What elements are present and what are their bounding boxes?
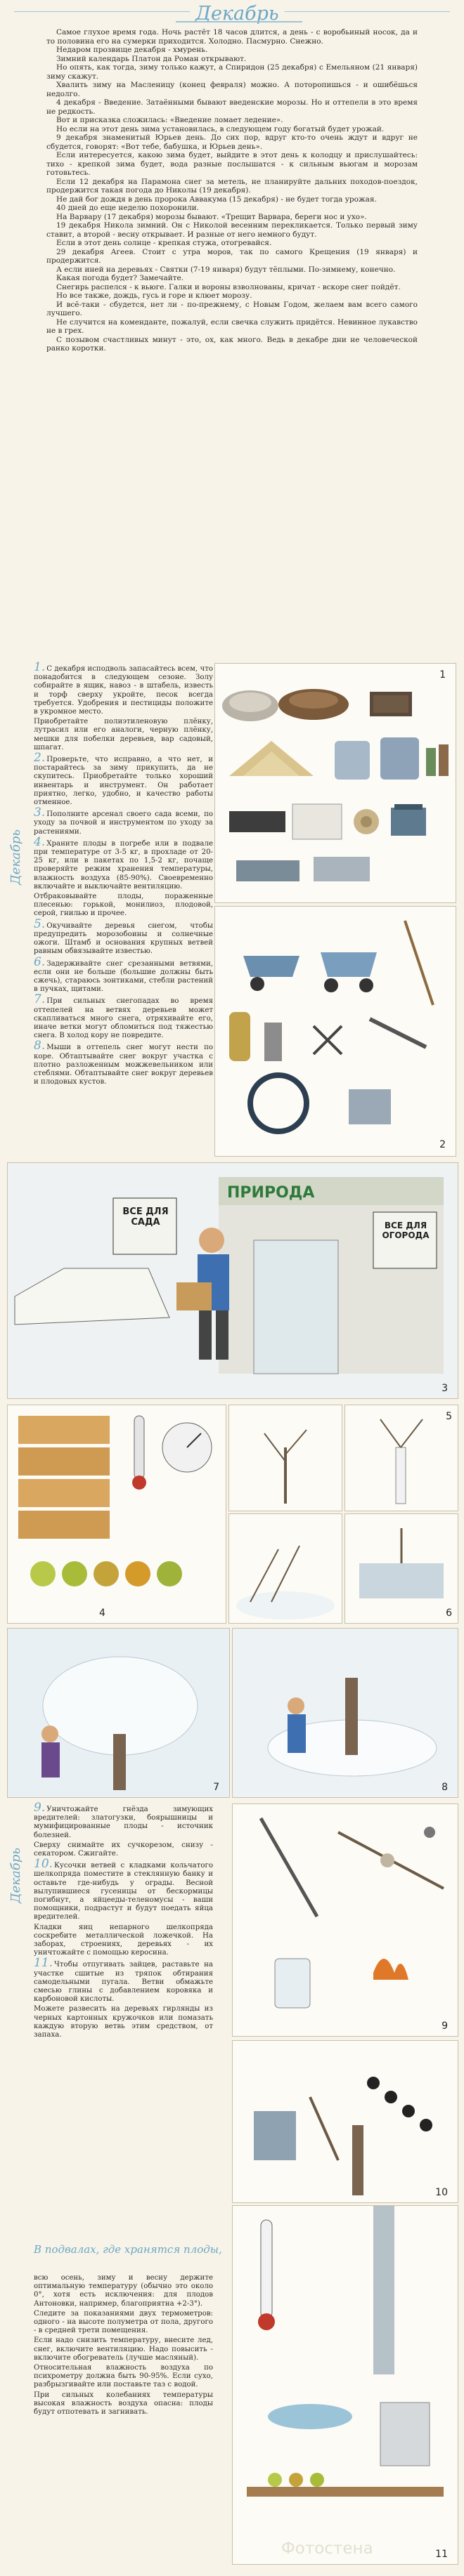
panel-number: 1 [439,669,446,681]
poem-line: 4 декабря - Введение. Затаёнными бывают введенские морозы. Но и оттепели в это время не редкость. [46,98,418,116]
sign-left-text: ВСЕ ДЛЯ САДА [122,1207,169,1228]
item-text: Уничтожайте гнёзда зимующих вредителей: златогузки, боярышницы и мумифицированные плоды - источник болезней. [34,1806,213,1839]
poem-line: Какая погода будет? Замечайте. [56,274,184,282]
advice-paragraph [34,992,213,1040]
advice-paragraph [34,660,213,716]
advice-paragraph [34,2310,213,2336]
item-text: Следите за показаниями двух термометров: одного - на высоте полуметра от пола, другого - в средней трети помещения. [34,2309,213,2335]
advice-paragraph [34,808,213,836]
shield-fence-icon [359,1563,444,1598]
cart-icon [321,952,377,992]
poem-line: Не дай бог дождя в день пророка Аввакума (15 декабря) - не будет тогда урожая. [56,195,377,204]
sand-pile-icon [229,741,314,776]
tree-wrap-illustration [229,1405,342,1511]
item-text: Храните плоды в погребе или в подвале при температуре от 3-5 кг, в прохладе от 20-25 кг, или в пакетах по 1,5-2 кг, почаще проверяйте режим хранения температуры, влажность воздуха (85-90%). Своевременно включайте и выключайте вентиляцию. [34,839,213,891]
side-label-december: Декабрь [8,829,23,885]
brush-icon [310,2097,338,2160]
poem-line: Хвалить зиму на Масленицу (конец февраля) можно. А поторопишься - и ошибёшься недолго. [46,81,418,98]
advice-paragraph [34,1841,213,1858]
poem-line: Зимний календарь Платон да Роман открывают. [56,54,247,63]
poem-line: Если интересуется, какою зима будет, выйдите в этот день к колодцу и прислушайтесь: тихо - крепкой зима будет, вода разные послышатся - к сильным вьюгам и морозам готовьтесь. [46,151,418,177]
poem-line: И всё-таки - сбудется, нет ли - по-прежнему, с Новым Годом, желаем вам всего самого лучшего. [46,300,418,317]
item-text: Сверху снимайте их сучкорезом, снизу - секатором. Сжигайте. [34,1841,213,1858]
item-number: 7. [34,992,46,1007]
moth-icon [424,1827,435,1838]
trunk-icon [345,1678,358,1755]
scissors-icon [314,1026,342,1054]
panel-number: 7 [213,1782,219,1793]
film-rolls-icon [229,804,342,839]
hygrometer-icon [162,1423,212,1472]
item-text: При сильных снегопадах во время оттепелей на ветвях деревьев может скапливаться много снега, отряхивайте его, иначе ветки могут обломиться под тяжестью снега. В холод кору не повредите. [34,997,213,1040]
item-text: С декабря исподволь запасайтесь всем, что понадобится в следующем сезоне. Золу собирайте в ящик, навоз - в штабель, известь и торф сверху укройте, песок всегда требуется. Удобрения и пестициды положите в укромное место. [34,665,213,716]
poem-line: Но опять, как тогда, зиму только кажут, а Спиридон (25 декабря) с Емельяном (21 января) зиму скажут. [46,63,418,81]
illustration-panel-tree-whitewash [344,1405,458,1511]
advice-paragraph [34,1956,213,2004]
snow-mound-icon [236,1591,335,1619]
item-text: Окучивайте деревья снегом, чтобы предупредить морозобоины и солнечные ожоги. Штамб и основания крупных ветвей равным обвязывайте известью. [34,921,213,956]
fertilizer-bag-icon [335,737,419,780]
thermometer-icon [132,1416,146,1490]
item-text: Относительная влажность воздуха по психрометру должна быть 90-95%. Если сухо, разбрызгивайте или поставьте таз с водой. [34,2364,213,2389]
person-shaking-branch [41,1726,60,1777]
jar-icon [275,1959,310,2008]
item-number: 11. [34,1956,53,1971]
panel-number: 6 [446,1608,452,1619]
twine-icon [354,809,379,834]
snow-shield-illustration [345,1514,458,1623]
side-label-pests: Декабрь [8,1847,23,1903]
shop-sign: ПРИРОДА [227,1184,315,1202]
item-text: При сильных колебаниях температуры высокая влажность воздуха опасна: плоды будут отпотевать и загнивать. [34,2391,213,2417]
tools-icon [236,857,370,881]
poem-line: Но все также, дождь, гусь и горе и клюет морозу. [56,291,252,300]
shelf-apples-icon [247,2473,444,2497]
cellar-thermometer-icon [258,2220,275,2330]
snowy-tree-illustration [8,1629,229,1797]
item-number: 1. [34,660,46,674]
item-number: 8. [34,1039,46,1053]
advice-paragraph [34,1803,213,1840]
bare-tree-icon [264,1430,307,1504]
bucket-icon [254,2111,296,2160]
garden-var-icon [391,804,426,836]
advice-paragraph [34,1041,213,1086]
materials-illustration [215,664,456,902]
illustration-panel-tree-wrap [228,1405,342,1511]
header [0,0,464,27]
advice-paragraph [34,916,213,957]
illustration-panel-storage [7,1405,226,1624]
tools-illustration [215,907,456,1156]
illustration-panel-pests [232,1803,458,2037]
rake-icon [405,921,433,1005]
panel-number: 9 [442,2020,448,2032]
pests-illustration [233,1804,458,2036]
panel-number: 3 [442,1383,448,1394]
item-text: Кладки яиц непарного шелкопряда соскребите металлической ложечкой. На заборах, строениях, деревьях - их уничтожайте с помощью керосина. [34,1923,213,1957]
advice-paragraph [34,1924,213,1958]
panel-number: 10 [435,2187,448,2198]
december-text-column [34,660,213,1088]
cellar-text-column [34,2274,213,2418]
poem-line: На Варвару (17 декабря) морозы бывают. «Трещит Варвара, береги нос и ухо». [56,212,367,221]
item-number: 3. [34,806,46,820]
advice-paragraph [34,751,213,807]
panel-number: 8 [442,1782,448,1793]
crate [176,1282,212,1310]
apples-icon [30,1561,182,1586]
pests-text-column [34,1803,213,2041]
advice-paragraph [34,893,213,919]
wheelbarrow-icon [243,956,299,991]
whitewash-illustration [345,1405,458,1511]
watermark: Фотостена [281,2539,373,2558]
heater-icon [380,2403,430,2466]
illustration-panel-hare-protection [232,2040,458,2203]
advice-paragraph [34,718,213,752]
advice-paragraph [34,2364,213,2390]
header-underline [176,21,302,22]
item-number: 10. [34,1857,53,1872]
poem-line: Но если на этот день зима установилась, в следующем году богатый будет урожай. [56,124,385,133]
poem-line: Если в этот день солнце - крепкая стужа, отогревайся. [56,239,272,247]
watering-can-icon [349,1089,391,1124]
poem-line: 19 декабря Никола зимний. Он с Николой весенним перекликается. Только первый зиму ставит, а второй - весну открывает. И разные от него немного будут. [46,221,418,239]
item-text: Проверьте, что исправно, а что нет, и постарайтесь за зиму прикупить, да не скупитесь. Приобретайте только хороший инвентарь и инструмент. Он работает приятно, легко, удобно, и качество работы отменное. [34,756,213,807]
item-text: Задерживайте снег срезанными ветвями, если они не больше (большие должны быть сжечь), стараюсь зонтиками, стебли растений в пучках, щитами. [34,959,213,994]
poem-line: 9 декабря знаменитый Юрьев день. До сих пор, вдруг кто-то очень ждут и вдруг не сбудется, говорят: «Вот тебе, бабушка, и Юрьев день». [46,133,418,151]
cardboard-garland-icon [367,2077,432,2131]
poem-line: Снегирь распелся - к вьюге. Галки и вороны взволнованы, кричат - вскоре снег пойдёт. [56,282,401,291]
sign-right-text: ВСЕ ДЛЯ ОГОРОДА [382,1221,430,1240]
trampling-illustration [233,1629,458,1797]
item-text: Можете развесить на деревьях гирлянды из черных картонных кружочков или помазать каждую вторую ветвь этим средством, от запаха. [34,2005,213,2039]
item-text: Если надо снизить температуру, внесите лед, снег, включите вентиляцию. Надо повысить - включите обогреватель (лучше масляный). [34,2337,213,2362]
advice-paragraph [34,2005,213,2039]
poem-line: 40 дней до еще неделю похоронили. [56,204,200,212]
item-number: 2. [34,751,46,765]
advice-paragraph [34,2391,213,2417]
person-trampling [288,1697,306,1753]
panel-number: 5 [446,1411,452,1422]
panel-number: 4 [99,1608,105,1619]
item-text: Пополните арсенал своего сада всеми, по уходу за почвой и инструментом по уходу за растениями. [34,810,213,836]
storage-illustration [8,1405,226,1623]
illustration-panel-materials [214,663,456,903]
advice-paragraph [34,2274,213,2308]
hose-icon [250,1075,307,1131]
poem-line: Недаром прозвище декабря - хмурень. [56,46,208,54]
illustration-panel-snow-branches [228,1513,342,1624]
page-title: Декабрь [190,3,285,25]
item-text: всю осень, зиму и весну держите оптимальную температуру (обычно это около 0°, хотя есть исключения: для плодов Антоновки, например, благоприятна +2-3°). [34,2274,213,2308]
pruner-icon [261,1818,317,1917]
poem-line: А если иней на деревьях - Святки (7-19 января) будут тёплыми. По-зимнему, конечно. [56,265,396,274]
manure-pile-icon [278,689,349,720]
pesticide-bottles-icon [426,744,449,776]
intro-text [46,28,418,353]
item-text: Чтобы отпугивать зайцев, раставьте на участке сшитые из тряпок обтирания самодельными пугала. Ветви обмажьте смесью глины с добавлением коровяка и карбоновой кислоты. [34,1961,213,2004]
illustration-panel-tools [214,906,456,1157]
poem-line: Вот и присказка сложилась: «Введение ломает ледение». [56,116,283,124]
sprayer-icon [229,1012,282,1061]
cellar-illustration [233,2206,458,2564]
ash-pile-icon [222,690,278,721]
illustration-panel-trampling [232,1628,458,1798]
illustration-panel-snow-shield [344,1513,458,1624]
water-basin-icon [268,2404,352,2429]
ventilation-pipe-icon [373,2206,394,2374]
advice-paragraph [34,1857,213,1921]
whitewashed-tree-icon [380,1419,423,1504]
item-number: 4. [34,834,46,849]
poem-line: 29 декабря Агеев. Стоит с утра моров, так по самого Крещения (19 января) и продержится. [46,247,418,265]
illustration-panel-snowy-tree [7,1628,230,1798]
panel-number: 2 [439,1139,446,1150]
panel-number: 11 [435,2549,448,2560]
item-text: Кусочки ветвей с кладками кольчатого шелкопряда поместите в стеклянную банку и оставьте где-нибудь у ограды. Весной вылупившиеся гусеницы от бескормицы погибнут, а яйцееды-теленомусы - ваши помощники, подрастут и будут поедать яйца вредителей. [34,1862,213,1921]
snow-branches-illustration [229,1514,342,1623]
tree-trunk-icon [352,2125,363,2195]
poem-line: Если 12 декабря на Парамона снег за метель, не планируйте дальних походов-поездок, продержится такая погода до Николы (19 декабря). [46,177,418,195]
poem-line: С позывом счастливых минут - это, ох, как много. Ведь в декабре дни не человеческой ранко коротки. [46,335,418,353]
advice-paragraph [34,954,213,994]
advice-paragraph [34,834,213,891]
peat-icon [370,692,412,716]
item-text: Приобретайте полиэтиленовую плёнку, лутрасил или его аналоги, черную плёнку, мешки для побелки деревьев, вар садовый, шпагат. [34,718,213,751]
shop-door [254,1240,338,1374]
hare-protection-illustration [233,2041,458,2202]
advice-paragraph [34,2337,213,2363]
crates-stack-icon [18,1416,110,1539]
poem-line: Не случится на коменданте, пожалуй, если свечка служить придётся. Невинное лукавство не в грех. [46,317,418,335]
branch-with-nests-icon [338,1832,444,1888]
item-text: Отбраковывайте плоды, пораженные плесенью: горькой, монилиоз, плодовой, серой, гнилью и прочее. [34,893,213,918]
poem-line: Самое глухое время года. Ночь растёт 18 часов длится, а день - с воробьиный носок, да и то половина его на сумерки приходится. Холодно. Пасмурно. Снежно. [46,28,418,46]
item-number: 9. [34,1801,46,1815]
illustration-panel-cellar [232,2205,458,2565]
item-text: Мыши в оттепель снег могут нести по коре. Обтаптывайте снег вокруг участка с плотно разложенным можжевельником или стеблями. Обтаптывайте снег вокруг деревьев и плодовых кустов. [34,1044,213,1086]
item-number: 5. [34,916,46,931]
item-number: 6. [34,954,46,969]
illustration-panel-shop [7,1162,458,1399]
fire-icon [373,1959,408,1980]
cellar-heading: В подвалах, где хранятся плоды, [34,2243,222,2256]
saw-icon [370,1019,426,1047]
